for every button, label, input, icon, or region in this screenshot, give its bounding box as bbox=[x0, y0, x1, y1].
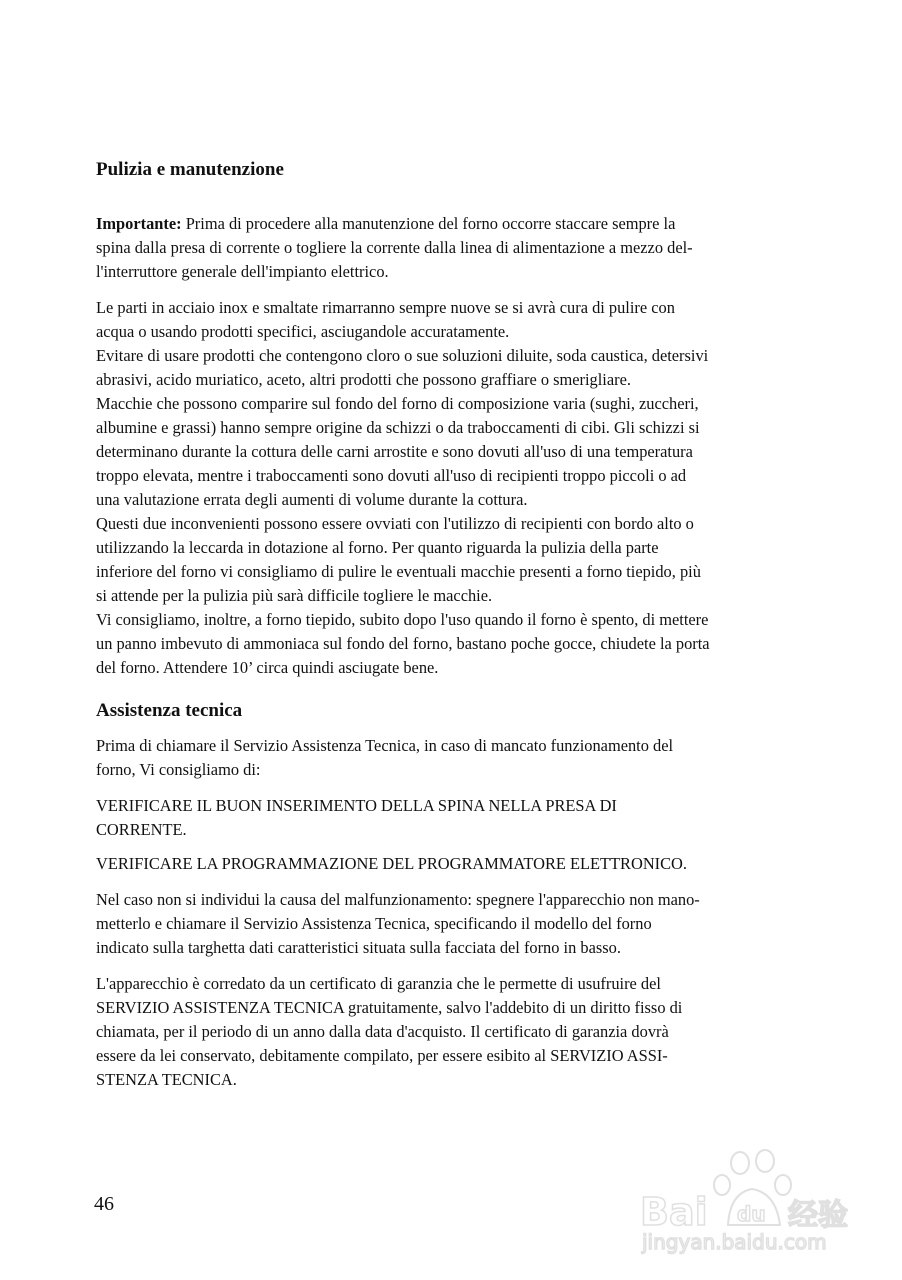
text-line: Nel caso non si individui la causa del malfunzionamento: spegnere l'apparecchio non mano- bbox=[96, 890, 700, 909]
text-line: determinano durante la cottura delle carni arrostite e sono dovuti all'uso di una temperatura bbox=[96, 442, 693, 461]
svg-text:du: du bbox=[737, 1202, 766, 1226]
text-line-content: Prima di procedere alla manutenzione del forno occorre staccare sempre la bbox=[181, 214, 676, 233]
text-line: STENZA TECNICA. bbox=[96, 1070, 237, 1089]
text-line: essere da lei conservato, debitamente compilato, per essere esibito al SERVIZIO ASSI- bbox=[96, 1046, 668, 1065]
svg-text:jingyan.baidu.com: jingyan.baidu.com bbox=[642, 1230, 827, 1254]
text-line: troppo elevata, mentre i traboccamenti sono dovuti all'uso di recipienti troppo piccoli o ad bbox=[96, 466, 687, 485]
svg-text:Bai: Bai bbox=[640, 1190, 708, 1234]
text-line: spina dalla presa di corrente o togliere la corrente dalla linea di alimentazione a mezzo del- bbox=[96, 238, 693, 257]
paragraph bbox=[96, 972, 796, 1092]
text-line: albumine e grassi) hanno sempre origine da schizzi o da traboccamenti di cibi. Gli schizzi si bbox=[96, 418, 700, 437]
text-line: indicato sulla targhetta dati caratteristici situata sulla facciata del forno in basso. bbox=[96, 938, 621, 957]
text-line: l'interruttore generale dell'impianto elettrico. bbox=[96, 262, 389, 281]
text-line: L'apparecchio è corredato da un certificato di garanzia che le permette di usufruire del bbox=[96, 974, 661, 993]
text-line: Vi consigliamo, inoltre, a forno tiepido, subito dopo l'uso quando il forno è spento, di mettere bbox=[96, 610, 709, 629]
text-line: inferiore del forno vi consigliamo di pulire le eventuali macchie presenti a forno tiepido, più bbox=[96, 562, 701, 581]
text-line: Macchie che possono comparire sul fondo del forno di composizione varia (sughi, zuccheri, bbox=[96, 394, 699, 413]
text-line: Evitare di usare prodotti che contengono cloro o sue soluzioni diluite, soda caustica, detersivi bbox=[96, 346, 709, 365]
text-line: un panno imbevuto di ammoniaca sul fondo del forno, bastano poche gocce, chiudete la porta bbox=[96, 634, 710, 653]
text-line: abrasivi, acido muriatico, aceto, altri prodotti che possono graffiare o smerigliare. bbox=[96, 370, 631, 389]
text-line: Le parti in acciaio inox e smaltate rimarranno sempre nuove se si avrà cura di pulire con bbox=[96, 298, 675, 317]
text-line: utilizzando la leccarda in dotazione al forno. Per quanto riguarda la pulizia della parte bbox=[96, 538, 659, 557]
text-line: forno, Vi consigliamo di: bbox=[96, 760, 261, 779]
text-line: acqua o usando prodotti specifici, asciugandole accuratamente. bbox=[96, 322, 510, 341]
text-line: Prima di chiamare il Servizio Assistenza Tecnica, in caso di mancato funzionamento del bbox=[96, 736, 674, 755]
paragraph bbox=[96, 794, 796, 842]
section-heading-assistenza: Assistenza tecnica bbox=[96, 700, 243, 721]
important-label: Importante: bbox=[96, 214, 182, 233]
page-number: 46 bbox=[94, 1193, 114, 1215]
text-line: si attende per la pulizia più sarà difficile togliere le macchie. bbox=[96, 586, 493, 605]
paragraph bbox=[96, 852, 796, 876]
paragraph bbox=[96, 888, 796, 960]
text-line: SERVIZIO ASSISTENZA TECNICA gratuitamente, salvo l'addebito di un diritto fisso di bbox=[96, 998, 683, 1017]
text-line: VERIFICARE LA PROGRAMMAZIONE DEL PROGRAMMATORE ELETTRONICO. bbox=[96, 854, 687, 873]
paragraph bbox=[96, 734, 796, 782]
text-line: metterlo e chiamare il Servizio Assistenza Tecnica, specificando il modello del forno bbox=[96, 914, 652, 933]
section-heading-pulizia: Pulizia e manutenzione bbox=[96, 159, 284, 180]
text-line: chiamata, per il periodo di un anno dalla data d'acquisto. Il certificato di garanzia dovrà bbox=[96, 1022, 669, 1041]
paragraph bbox=[96, 296, 796, 680]
text-line: del forno. Attendere 10’ circa quindi asciugate bene. bbox=[96, 658, 439, 677]
svg-text:经验: 经验 bbox=[788, 1198, 848, 1233]
baidu-watermark-logo bbox=[640, 1145, 870, 1255]
text-line: VERIFICARE IL BUON INSERIMENTO DELLA SPINA NELLA PRESA DI bbox=[96, 796, 617, 815]
text-line bbox=[96, 212, 796, 236]
text-line: CORRENTE. bbox=[96, 820, 187, 839]
text-line: una valutazione errata degli aumenti di volume durante la cottura. bbox=[96, 490, 528, 509]
paragraph bbox=[96, 212, 796, 284]
text-line: Questi due inconvenienti possono essere ovviati con l'utilizzo di recipienti con bordo alto o bbox=[96, 514, 694, 533]
